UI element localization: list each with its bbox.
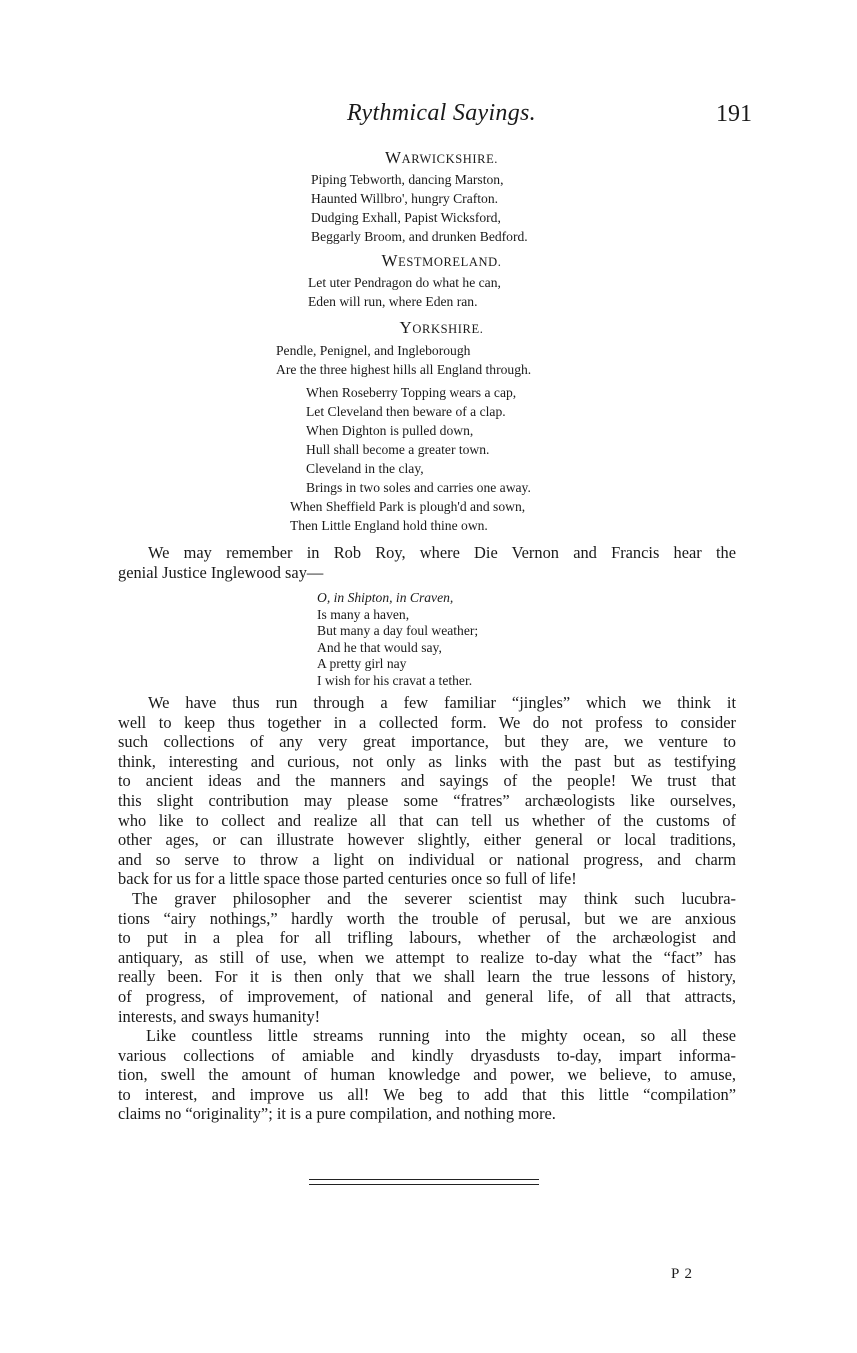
prose-line: We have thus run through a few familiar “jingles” which we think it bbox=[148, 693, 736, 712]
verse-line: Brings in two soles and carries one away. bbox=[306, 480, 531, 495]
verse-westmoreland bbox=[308, 273, 501, 311]
verse-line: Haunted Willbro', hungry Crafton. bbox=[311, 191, 499, 206]
verse-line: Let uter Pendragon do what he can, bbox=[308, 275, 501, 290]
verse-line: When Sheffield Park is plough'd and sown, bbox=[290, 499, 526, 514]
prose-line: to interest, and improve us all! We beg to add that this little “compilation” bbox=[118, 1084, 736, 1104]
county-heading-yorkshire: YORKSHIRE. bbox=[399, 318, 484, 337]
prose-line: and so serve to throw a light on individual or national progress, and charm bbox=[118, 849, 736, 869]
prose-line: tion, swell the amount of human knowledge and power, we believe, to amuse, bbox=[118, 1065, 736, 1085]
end-rule-top bbox=[309, 1179, 539, 1180]
verse-line: But many a day foul weather; bbox=[317, 623, 479, 638]
prose-line: really been. For it is then only that we shall learn the true lessons of history, bbox=[118, 967, 736, 987]
prose-line: We may remember in Rob Roy, where Die Vernon and Francis hear the bbox=[148, 543, 736, 562]
prose-line: interests, and sways humanity! bbox=[118, 1006, 321, 1026]
verse-line: Is many a haven, bbox=[317, 606, 410, 622]
verse-line: Dudging Exhall, Papist Wicksford, bbox=[311, 210, 501, 225]
prose-line: to put in a plea for all trifling labours, whether of the archæologist and bbox=[118, 928, 736, 948]
paragraph-2 bbox=[118, 889, 736, 1026]
verse-line: Piping Tebworth, dancing Marston, bbox=[311, 172, 504, 187]
prose-line: to ancient ideas and the manners and sayings of the people! We trust that bbox=[118, 771, 736, 791]
county-heading-westmoreland: WESTMORELAND. bbox=[381, 251, 502, 270]
verse-yorkshire-a bbox=[276, 341, 531, 379]
verse-yorkshire-e bbox=[290, 497, 525, 535]
prose-line: who like to collect and realize all that can tell us whether of the customs of bbox=[118, 810, 736, 830]
prose-line: of progress, of improvement, of national and general life, of all that attracts, bbox=[118, 986, 736, 1006]
end-rule-bottom bbox=[309, 1184, 539, 1185]
verse-yorkshire-c bbox=[306, 421, 489, 459]
prose-line: genial Justice Inglewood say— bbox=[118, 562, 324, 582]
verse-line: Cleveland in the clay, bbox=[306, 461, 424, 476]
verse-line: And he that would say, bbox=[317, 639, 442, 655]
verse-line: Pendle, Penignel, and Ingleborough bbox=[276, 343, 471, 358]
prose-line: think, interesting and curious, not only as links with the past but as testifying bbox=[118, 751, 736, 771]
verse-line: Eden will run, where Eden ran. bbox=[308, 294, 478, 309]
verse-line: Hull shall become a greater town. bbox=[306, 442, 490, 457]
verse-yorkshire-b bbox=[306, 383, 516, 421]
county-heading-warwickshire: WARWICKSHIRE. bbox=[384, 148, 499, 167]
prose-line: various collections of amiable and kindly dryasdusts to-day, impart informa- bbox=[118, 1045, 736, 1065]
verse-line: A pretty girl nay bbox=[317, 656, 407, 671]
signature-mark: P 2 bbox=[671, 1266, 694, 1282]
prose-line: back for us for a little space those parted centuries once so full of life! bbox=[118, 869, 577, 889]
prose-line: The graver philosopher and the severer scientist may think such lucubra- bbox=[132, 889, 736, 908]
verse-line: Beggarly Broom, and drunken Bedford. bbox=[311, 229, 528, 244]
prose-line: claims no “originality”; it is a pure compilation, and nothing more. bbox=[118, 1104, 556, 1124]
rob-roy-intro bbox=[118, 543, 736, 582]
verse-line: O, in Shipton, in Craven, bbox=[317, 590, 454, 605]
verse-line: When Dighton is pulled down, bbox=[306, 423, 474, 438]
verse-line: When Roseberry Topping wears a cap, bbox=[306, 385, 517, 400]
prose-line: tions “airy nothings,” hardly worth the trouble of perusal, but we are anxious bbox=[118, 908, 736, 928]
verse-line: Then Little England hold thine own. bbox=[290, 518, 488, 533]
prose-line: Like countless little streams running into the mighty ocean, so all these bbox=[146, 1026, 736, 1045]
prose-line: antiquary, as still of use, when we attempt to realize to-day what the “fact” has bbox=[118, 947, 736, 967]
prose-line: well to keep thus together in a collected form. We do not profess to consider bbox=[118, 712, 736, 732]
verse-yorkshire-d bbox=[306, 459, 531, 497]
verse-warwickshire bbox=[311, 170, 528, 246]
verse-line: I wish for his cravat a tether. bbox=[317, 672, 473, 688]
prose-line: other ages, or can illustrate however slightly, either general or local traditions, bbox=[118, 830, 736, 850]
running-title: Rythmical Sayings. bbox=[347, 100, 536, 126]
prose-line: this slight contribution may please some “fratres” archæologists like ourselves, bbox=[118, 790, 736, 810]
verse-line: Let Cleveland then beware of a clap. bbox=[306, 404, 506, 419]
page-number: 191 bbox=[716, 101, 752, 127]
paragraph-3 bbox=[118, 1026, 736, 1124]
paragraph-1 bbox=[118, 693, 736, 889]
prose-line: such collections of any very great importance, but they are, we venture to bbox=[118, 732, 736, 752]
verse-line: Are the three highest hills all England through. bbox=[276, 362, 532, 377]
verse-rob-roy bbox=[317, 590, 478, 689]
